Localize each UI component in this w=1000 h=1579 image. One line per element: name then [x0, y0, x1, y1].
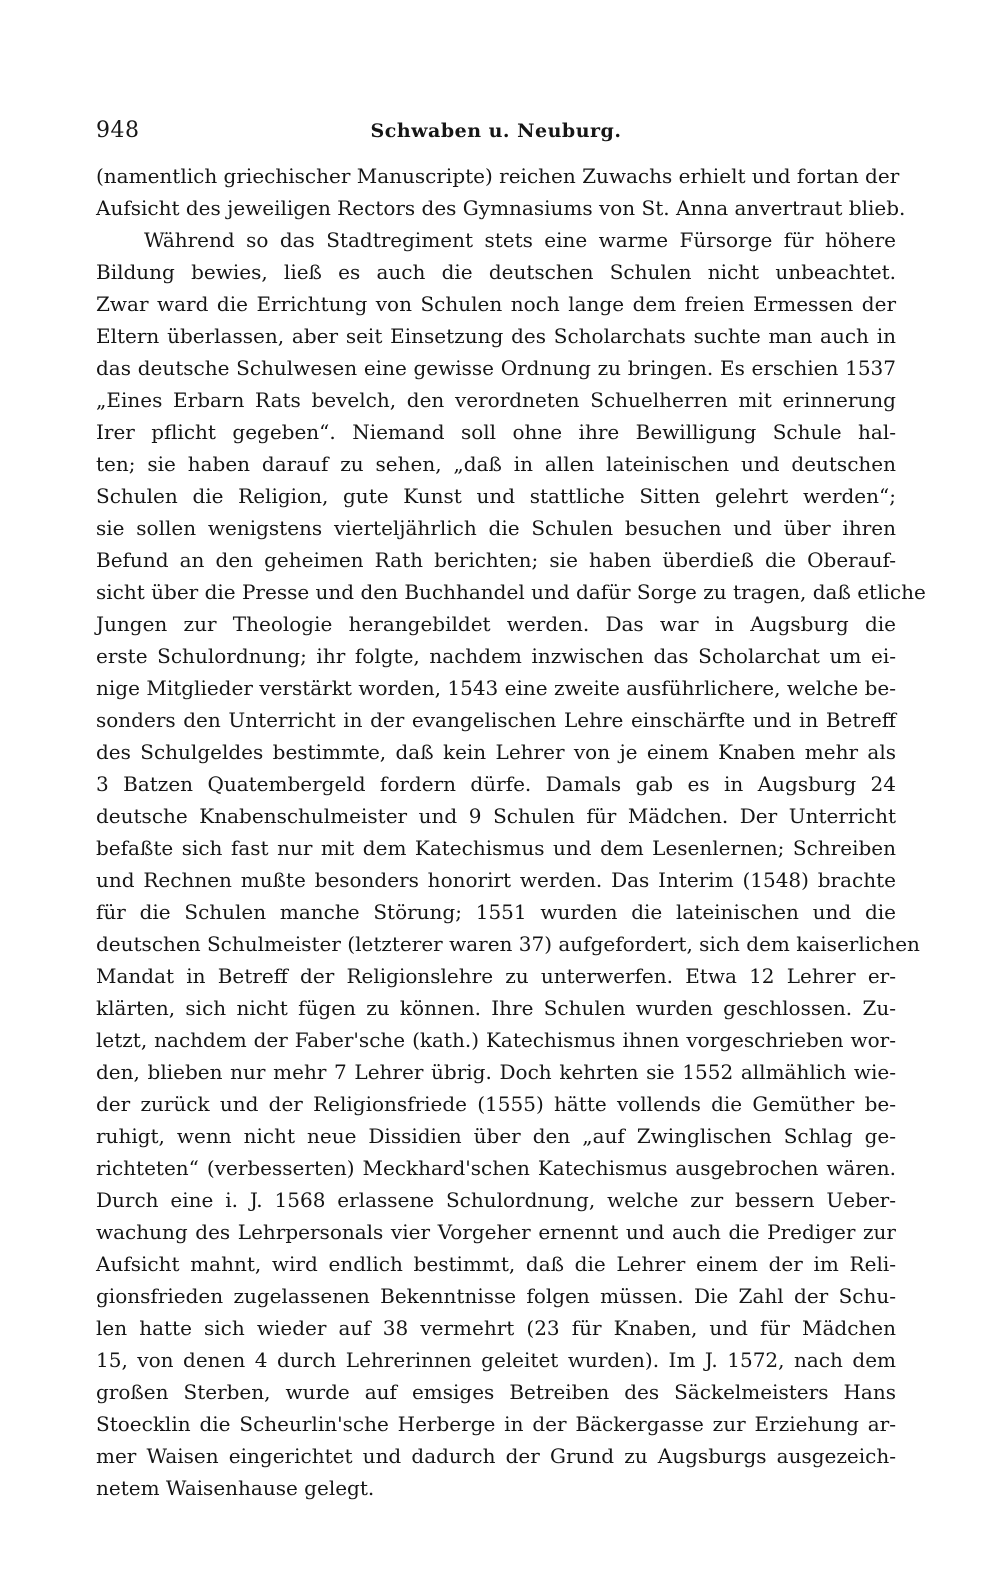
text-line: „Eines Erbarn Rats bevelch, den verordneten Schuelherren mit erinnerung [96, 388, 896, 412]
text-line: len hatte sich wieder auf 38 vermehrt (23 für Knaben, und für Mädchen [96, 1316, 896, 1340]
text-line: den, blieben nur mehr 7 Lehrer übrig. Doch kehrten sie 1552 allmählich wie- [96, 1060, 896, 1084]
running-head: Schwaben u. Neuburg. [370, 120, 622, 142]
text-line: großen Sterben, wurde auf emsiges Betreiben des Säckelmeisters Hans [96, 1380, 896, 1404]
text-line: Zwar ward die Errichtung von Schulen noch lange dem freien Ermessen der [96, 292, 896, 316]
text-line: sie sollen wenigstens vierteljährlich die Schulen besuchen und über ihren [96, 516, 896, 540]
text-line: Aufsicht mahnt, wird endlich bestimmt, daß die Lehrer einem der im Reli- [96, 1252, 896, 1276]
text-line: Eltern überlassen, aber seit Einsetzung des Scholarchats suchte man auch in [96, 324, 896, 348]
text-line: gionsfrieden zugelassenen Bekenntnisse folgen müssen. Die Zahl der Schu- [96, 1284, 896, 1308]
text-line: 15, von denen 4 durch Lehrerinnen geleitet wurden). Im J. 1572, nach dem [96, 1348, 896, 1372]
text-line: letzt, nachdem der Faber'sche (kath.) Katechismus ihnen vorgeschrieben wor- [96, 1028, 896, 1052]
text-line: deutschen Schulmeister (letzterer waren 37) aufgefordert, sich dem kaiserlichen [96, 932, 920, 956]
text-line: Irer pflicht gegeben“. Niemand soll ohne ihre Bewilligung Schule hal- [96, 420, 896, 444]
text-line: 3 Batzen Quatembergeld fordern dürfe. Damals gab es in Augsburg 24 [96, 772, 896, 796]
text-line: richteten“ (verbesserten) Meckhard'schen Katechismus ausgebrochen wären. [96, 1156, 896, 1180]
text-line: nige Mitglieder verstärkt worden, 1543 eine zweite ausführlichere, welche be- [96, 676, 896, 700]
text-line: ten; sie haben darauf zu sehen, „daß in allen lateinischen und deutschen [96, 452, 896, 476]
text-line: Bildung bewies, ließ es auch die deutschen Schulen nicht unbeachtet. [96, 260, 896, 284]
text-line: befaßte sich fast nur mit dem Katechismus und dem Lesenlernen; Schreiben [96, 836, 896, 860]
text-line: und Rechnen mußte besonders honorirt werden. Das Interim (1548) brachte [96, 868, 896, 892]
text-line: (namentlich griechischer Manuscripte) reichen Zuwachs erhielt und fortan der [96, 164, 900, 188]
paragraph-first-line: Während so das Stadtregiment stets eine warme Fürsorge für höhere [144, 228, 896, 252]
text-line: der zurück und der Religionsfriede (1555) hätte vollends die Gemüther be- [96, 1092, 896, 1116]
page-number: 948 [96, 118, 140, 143]
text-line: sicht über die Presse und den Buchhandel und dafür Sorge zu tragen, daß etliche [96, 580, 926, 604]
text-line: erste Schulordnung; ihr folgte, nachdem inzwischen das Scholarchat um ei- [96, 644, 896, 668]
text-line: Mandat in Betreff der Religionslehre zu unterwerfen. Etwa 12 Lehrer er- [96, 964, 896, 988]
text-line: Stoecklin die Scheurlin'sche Herberge in der Bäckergasse zur Erziehung ar- [96, 1412, 896, 1436]
text-line: ruhigt, wenn nicht neue Dissidien über den „auf Zwinglischen Schlag ge- [96, 1124, 896, 1148]
body-text [96, 160, 926, 1504]
text-line: des Schulgeldes bestimmte, daß kein Lehrer von je einem Knaben mehr als [96, 740, 896, 764]
page-header [96, 118, 896, 150]
text-line: Befund an den geheimen Rath berichten; sie haben überdieß die Oberauf- [96, 548, 896, 572]
text-line: klärten, sich nicht fügen zu können. Ihre Schulen wurden geschlossen. Zu- [96, 996, 896, 1020]
text-line: Schulen die Religion, gute Kunst und stattliche Sitten gelehrt werden“; [96, 484, 896, 508]
text-line: mer Waisen eingerichtet und dadurch der Grund zu Augsburgs ausgezeich- [96, 1444, 896, 1468]
text-line: deutsche Knabenschulmeister und 9 Schulen für Mädchen. Der Unterricht [96, 804, 896, 828]
text-line: wachung des Lehrpersonals vier Vorgeher ernennt und auch die Prediger zur [96, 1220, 896, 1244]
text-line: Jungen zur Theologie herangebildet werden. Das war in Augsburg die [96, 612, 896, 636]
text-line: netem Waisenhause gelegt. [96, 1476, 375, 1500]
text-line: für die Schulen manche Störung; 1551 wurden die lateinischen und die [96, 900, 896, 924]
text-line: das deutsche Schulwesen eine gewisse Ordnung zu bringen. Es erschien 1537 [96, 356, 896, 380]
page [96, 118, 926, 1504]
text-line: Durch eine i. J. 1568 erlassene Schulordnung, welche zur bessern Ueber- [96, 1188, 896, 1212]
text-line: Aufsicht des jeweiligen Rectors des Gymnasiums von St. Anna anvertraut blieb. [96, 196, 906, 220]
text-line: sonders den Unterricht in der evangelischen Lehre einschärfte und in Betreff [96, 708, 896, 732]
